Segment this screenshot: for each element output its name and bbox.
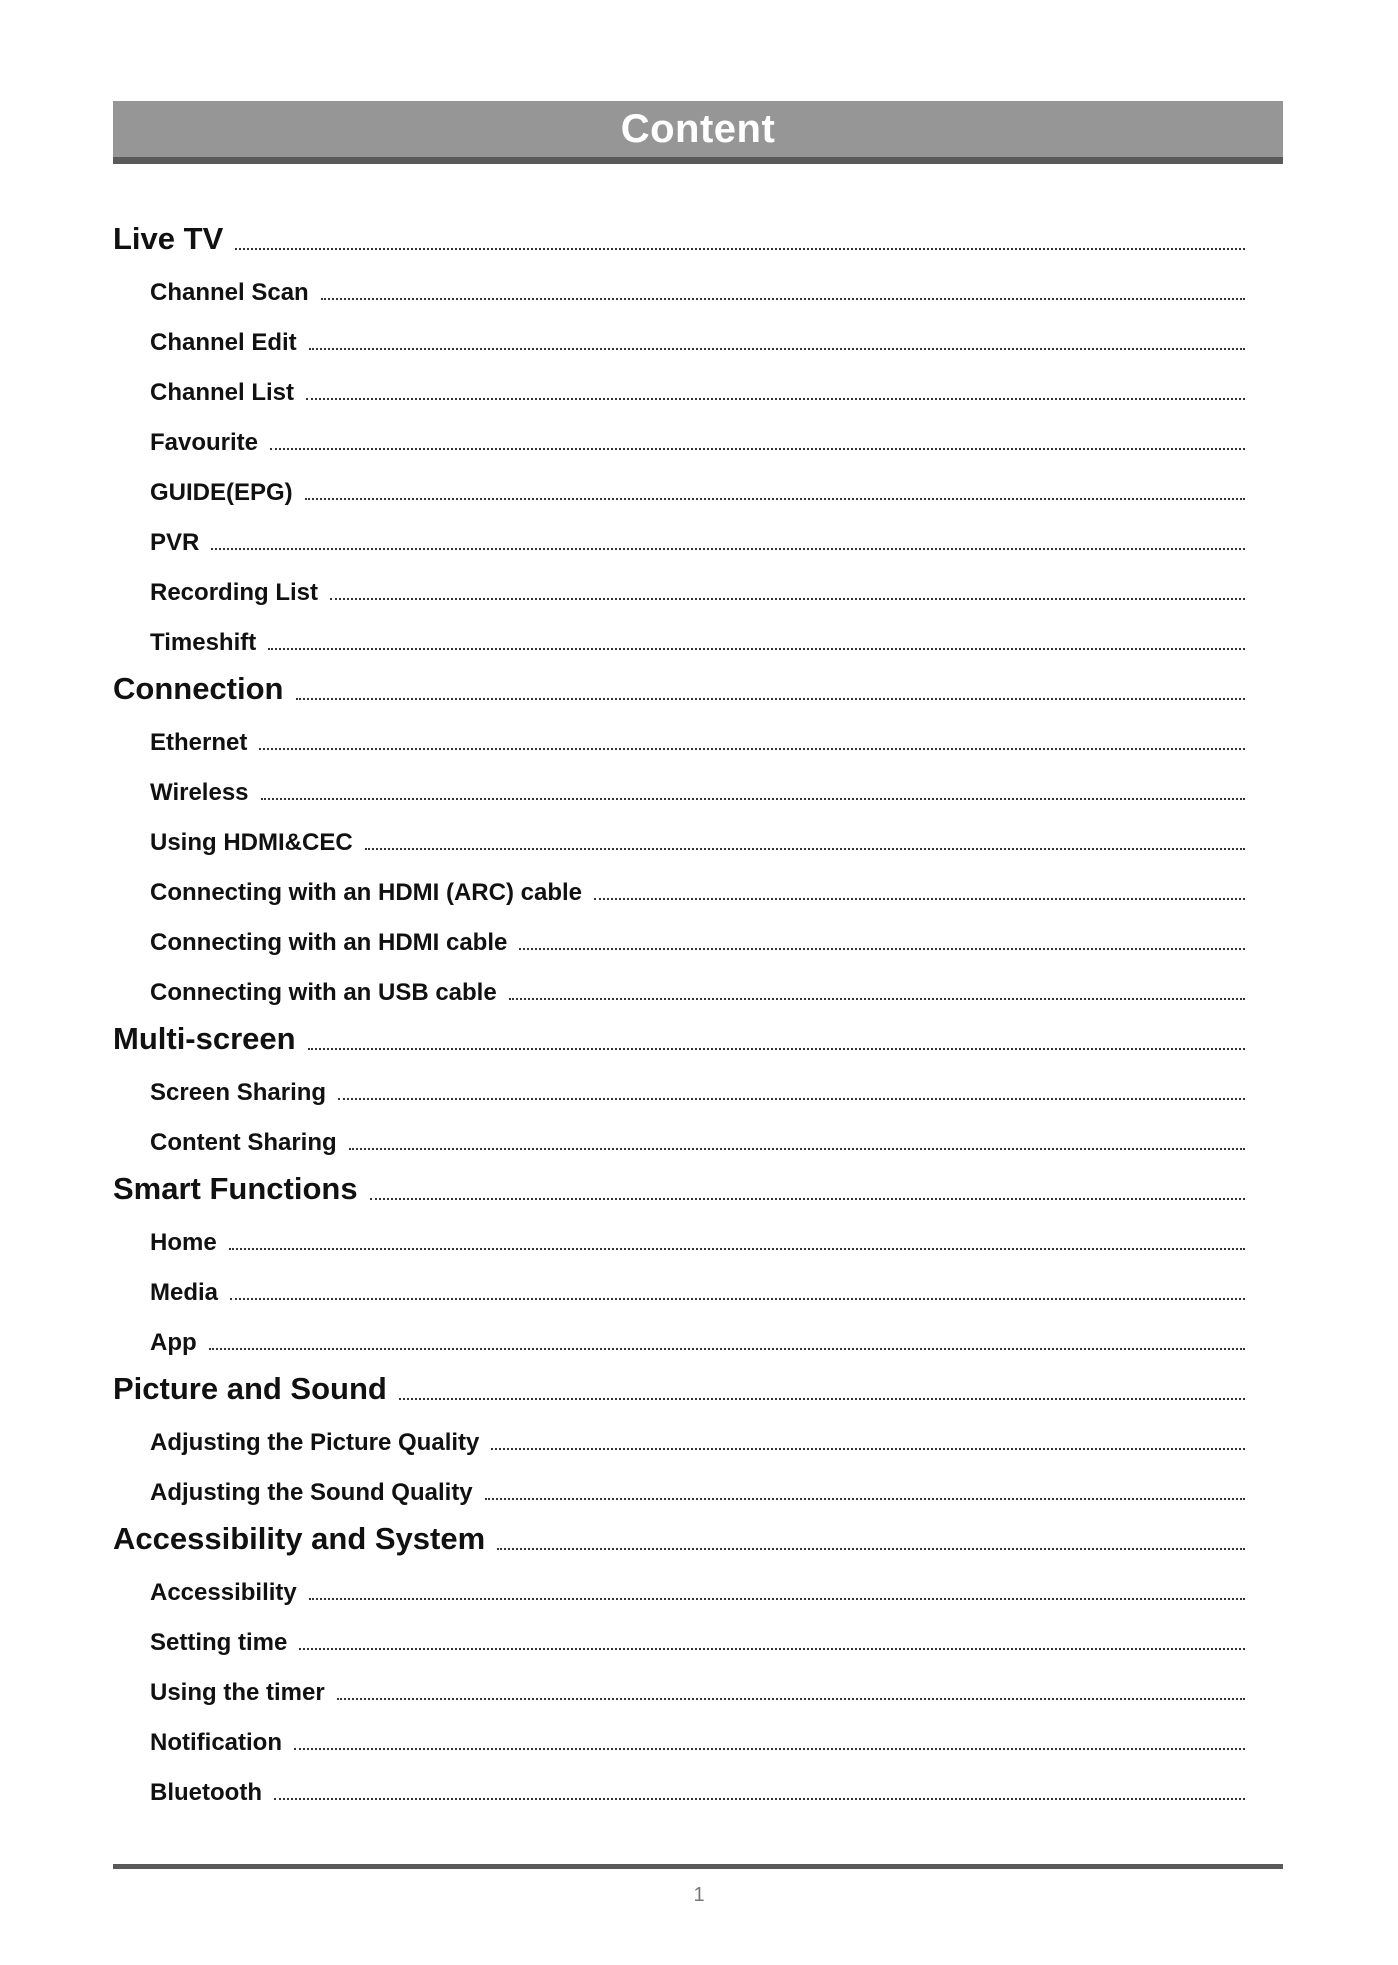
- toc-dot-leader: [296, 698, 1246, 700]
- toc-entry-label: Wireless: [150, 778, 249, 806]
- toc-dot-leader: [305, 498, 1245, 500]
- toc-subsection-entry[interactable]: [113, 1760, 1245, 1810]
- toc-entry-label: Setting time: [150, 1628, 288, 1656]
- toc-dot-leader: [337, 1698, 1245, 1700]
- toc-entry-label: Channel Edit: [150, 328, 297, 356]
- toc-subsection-entry[interactable]: [113, 1660, 1245, 1710]
- toc-dot-leader: [209, 1348, 1245, 1350]
- toc-entry-label: Screen Sharing: [150, 1078, 327, 1106]
- toc-entry-label: Connecting with an HDMI (ARC) cable: [150, 878, 582, 906]
- toc-entry-label: Live TV: [113, 220, 224, 256]
- table-of-contents: [113, 210, 1245, 1810]
- toc-entry-label: Bluetooth: [150, 1778, 262, 1806]
- toc-entry-label: Picture and Sound: [113, 1370, 387, 1406]
- toc-entry-label: Connecting with an HDMI cable: [150, 928, 508, 956]
- toc-entry-label: Connection: [113, 670, 284, 706]
- toc-dot-leader: [321, 298, 1245, 300]
- toc-subsection-entry[interactable]: [113, 1110, 1245, 1160]
- toc-subsection-entry[interactable]: [113, 1060, 1245, 1110]
- toc-subsection-entry[interactable]: [113, 360, 1245, 410]
- toc-dot-leader: [509, 998, 1245, 1000]
- toc-entry-label: Adjusting the Picture Quality: [150, 1428, 480, 1456]
- toc-subsection-entry[interactable]: [113, 1260, 1245, 1310]
- toc-entry-label: Timeshift: [150, 628, 257, 656]
- content-header-bar: [113, 101, 1283, 164]
- toc-dot-leader: [268, 648, 1245, 650]
- toc-dot-leader: [259, 748, 1245, 750]
- page-number: 1: [693, 1884, 705, 1906]
- toc-dot-leader: [309, 1598, 1245, 1600]
- toc-section-entry[interactable]: [113, 1510, 1245, 1560]
- toc-dot-leader: [211, 548, 1245, 550]
- toc-section-entry[interactable]: [113, 1360, 1245, 1410]
- toc-dot-leader: [365, 848, 1245, 850]
- toc-subsection-entry[interactable]: [113, 510, 1245, 560]
- toc-entry-label: Using the timer: [150, 1678, 325, 1706]
- toc-subsection-entry[interactable]: [113, 410, 1245, 460]
- toc-entry-label: PVR: [150, 528, 200, 556]
- toc-section-entry[interactable]: [113, 1010, 1245, 1060]
- toc-dot-leader: [306, 398, 1245, 400]
- toc-subsection-entry[interactable]: [113, 260, 1245, 310]
- toc-entry-label: Favourite: [150, 428, 259, 456]
- toc-subsection-entry[interactable]: [113, 960, 1245, 1010]
- toc-subsection-entry[interactable]: [113, 1710, 1245, 1760]
- toc-dot-leader: [261, 798, 1245, 800]
- toc-subsection-entry[interactable]: [113, 810, 1245, 860]
- toc-dot-leader: [338, 1098, 1245, 1100]
- toc-subsection-entry[interactable]: [113, 1560, 1245, 1610]
- toc-dot-leader: [370, 1198, 1245, 1200]
- toc-entry-label: Channel Scan: [150, 278, 309, 306]
- toc-dot-leader: [519, 948, 1245, 950]
- toc-dot-leader: [294, 1748, 1245, 1750]
- toc-dot-leader: [230, 1298, 1245, 1300]
- toc-subsection-entry[interactable]: [113, 310, 1245, 360]
- toc-subsection-entry[interactable]: [113, 560, 1245, 610]
- toc-entry-label: Media: [150, 1278, 219, 1306]
- toc-dot-leader: [349, 1148, 1245, 1150]
- toc-section-entry[interactable]: [113, 1160, 1245, 1210]
- toc-dot-leader: [274, 1798, 1245, 1800]
- toc-entry-label: Accessibility: [150, 1578, 297, 1606]
- toc-entry-label: Home: [150, 1228, 217, 1256]
- toc-dot-leader: [497, 1548, 1245, 1550]
- footer-divider: [113, 1864, 1283, 1869]
- toc-section-entry[interactable]: [113, 660, 1245, 710]
- toc-dot-leader: [308, 1048, 1245, 1050]
- toc-section-entry[interactable]: [113, 210, 1245, 260]
- toc-entry-label: Multi-screen: [113, 1020, 296, 1056]
- toc-entry-label: Content Sharing: [150, 1128, 337, 1156]
- toc-dot-leader: [229, 1248, 1245, 1250]
- toc-dot-leader: [485, 1498, 1245, 1500]
- toc-dot-leader: [594, 898, 1245, 900]
- toc-dot-leader: [309, 348, 1245, 350]
- toc-dot-leader: [235, 248, 1245, 250]
- toc-entry-label: Connecting with an USB cable: [150, 978, 497, 1006]
- toc-entry-label: Accessibility and System: [113, 1520, 486, 1556]
- toc-entry-label: Ethernet: [150, 728, 248, 756]
- toc-subsection-entry[interactable]: [113, 1410, 1245, 1460]
- toc-subsection-entry[interactable]: [113, 910, 1245, 960]
- toc-entry-label: Smart Functions: [113, 1170, 358, 1206]
- toc-subsection-entry[interactable]: [113, 860, 1245, 910]
- toc-dot-leader: [330, 598, 1245, 600]
- toc-entry-label: Recording List: [150, 578, 319, 606]
- toc-entry-label: Notification: [150, 1728, 282, 1756]
- toc-subsection-entry[interactable]: [113, 610, 1245, 660]
- toc-subsection-entry[interactable]: [113, 710, 1245, 760]
- toc-subsection-entry[interactable]: [113, 760, 1245, 810]
- toc-dot-leader: [491, 1448, 1245, 1450]
- toc-subsection-entry[interactable]: [113, 1460, 1245, 1510]
- toc-entry-label: GUIDE(EPG): [150, 478, 293, 506]
- toc-dot-leader: [299, 1648, 1245, 1650]
- toc-entry-label: Using HDMI&CEC: [150, 828, 353, 856]
- toc-entry-label: Adjusting the Sound Quality: [150, 1478, 473, 1506]
- toc-dot-leader: [270, 448, 1245, 450]
- toc-subsection-entry[interactable]: [113, 1310, 1245, 1360]
- toc-entry-label: Channel List: [150, 378, 295, 406]
- toc-entry-label: App: [150, 1328, 197, 1356]
- toc-dot-leader: [399, 1398, 1245, 1400]
- toc-subsection-entry[interactable]: [113, 1610, 1245, 1660]
- toc-subsection-entry[interactable]: [113, 460, 1245, 510]
- page-title: Content: [620, 107, 776, 151]
- toc-subsection-entry[interactable]: [113, 1210, 1245, 1260]
